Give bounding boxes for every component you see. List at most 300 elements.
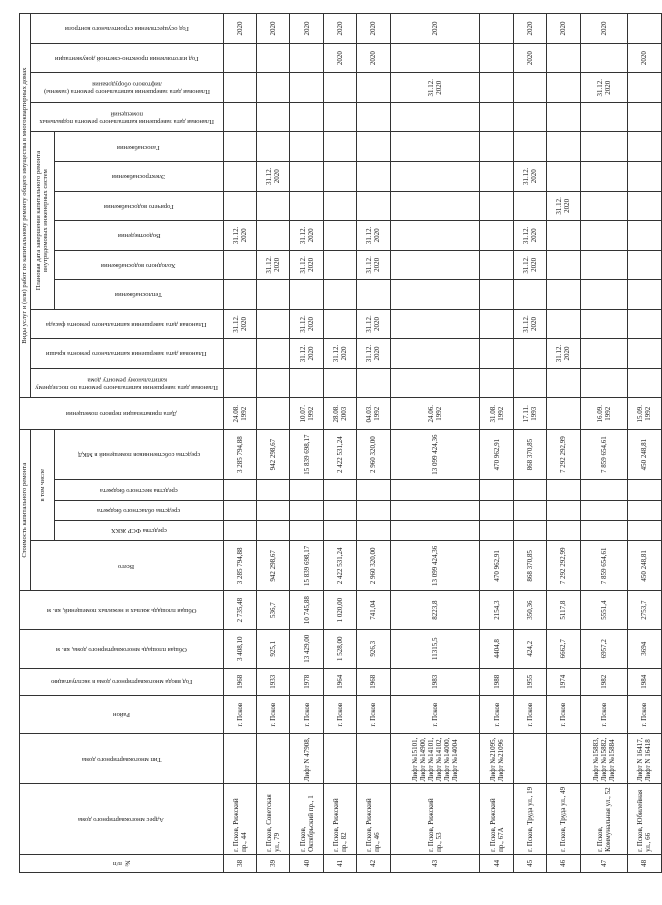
- cell-year: [290, 668, 323, 695]
- cell-total-area: [256, 629, 289, 668]
- cell-facade: [290, 309, 323, 339]
- cell-text: 6662,7: [559, 639, 568, 659]
- cell-cost-total: [628, 541, 662, 591]
- cell-meters: [390, 73, 480, 103]
- cell-design-year: [513, 43, 546, 73]
- cell-local: [390, 480, 480, 500]
- cell-plan-year: [580, 14, 627, 44]
- cell-total-area: [547, 629, 580, 668]
- header-types-group: Виды услуг и (или) работ по капитальному ремонту общего имущества в многоквартирных домах: [20, 14, 31, 398]
- cell-basement: [628, 102, 662, 132]
- cell-text: г. Псков, Юбилейная ул., 66: [636, 789, 653, 852]
- cell-last-repair: [357, 368, 390, 398]
- cell-year: [628, 668, 662, 695]
- cell-address: [323, 784, 356, 854]
- cell-heat: [357, 280, 390, 310]
- cell-first-priv: [223, 398, 256, 430]
- cell-last-repair: [628, 368, 662, 398]
- cell-gas: [323, 132, 356, 162]
- cell-local: [290, 480, 323, 500]
- cell-meters: [223, 73, 256, 103]
- cell-electric: [547, 162, 580, 192]
- cell-address: [547, 784, 580, 854]
- cell-heat: [628, 280, 662, 310]
- cell-facade: [223, 309, 256, 339]
- cell-gas: [390, 132, 480, 162]
- cell-district: [547, 695, 580, 734]
- cell-gas: [628, 132, 662, 162]
- cell-drain: [323, 221, 356, 251]
- cell-year: [480, 668, 513, 695]
- cell-cold-water: [390, 250, 480, 280]
- cell-owners: [547, 430, 580, 480]
- cell-design-year: [390, 43, 480, 73]
- cell-district: [480, 695, 513, 734]
- cell-regional: [628, 500, 662, 520]
- cell-meters: [480, 73, 513, 103]
- header-num: № п/п: [20, 854, 224, 872]
- cell-basement: [357, 102, 390, 132]
- cell-text: 31.12. 2020: [521, 256, 538, 274]
- cell-meters: [580, 73, 627, 103]
- cell-text: 2753,7: [640, 600, 649, 620]
- cell-roof: [390, 339, 480, 369]
- cell-cost-total: [547, 541, 580, 591]
- cell-electric: [323, 162, 356, 192]
- cell-cold-water: [480, 250, 513, 280]
- cell-text: 48: [640, 859, 649, 867]
- cell-electric: [580, 162, 627, 192]
- cell-district: [323, 695, 356, 734]
- header-gas: Газоснабжения: [55, 132, 224, 162]
- cell-text: 3 408,10: [235, 636, 244, 662]
- cell-local: [480, 480, 513, 500]
- cell-district: [290, 695, 323, 734]
- cell-text: 7 859 654,61: [599, 436, 608, 473]
- cell-basement: [256, 102, 289, 132]
- cell-owners: [513, 430, 546, 480]
- header-fsr: средства ФСР ЖКХ: [55, 520, 224, 540]
- cell-heat: [390, 280, 480, 310]
- cell-total-area: [390, 629, 480, 668]
- cell-text: Лифт №15101, Лифт №14900, Лифт №14101, Лифт №14102, Лифт №14000, Лифт №14004: [410, 737, 460, 782]
- cell-text: 17.11. 1993: [521, 405, 538, 423]
- cell-total-area: [223, 629, 256, 668]
- cell-text: 31.12. 2020: [521, 167, 538, 186]
- cell-local: [547, 480, 580, 500]
- cell-text: 2020: [369, 21, 378, 36]
- cell-electric: [290, 162, 323, 192]
- cell-owners: [580, 430, 627, 480]
- header-row-1: [20, 14, 31, 873]
- cell-address: [256, 784, 289, 854]
- cell-text: 1968: [369, 674, 378, 689]
- cell-cold-water: [256, 250, 289, 280]
- cell-text: 43: [430, 859, 439, 867]
- header-cold-water: Холодного водоснабжения: [55, 250, 224, 280]
- cell-year: [547, 668, 580, 695]
- cell-text: 10.07. 1992: [298, 404, 315, 423]
- cell-text: 2020: [559, 21, 568, 36]
- cell-text: 15.09. 1992: [636, 404, 653, 423]
- cell-electric: [390, 162, 480, 192]
- cell-first-priv: [628, 398, 662, 430]
- cell-meters: [290, 73, 323, 103]
- cell-year: [357, 668, 390, 695]
- cell-plan-year: [480, 14, 513, 44]
- cell-num: [628, 854, 662, 872]
- cell-living-area: [513, 591, 546, 630]
- cell-type: [223, 734, 256, 784]
- cell-first-priv: [357, 398, 390, 430]
- cell-text: 2 422 531,24: [335, 436, 344, 473]
- cell-text: 31.12. 2020: [365, 256, 382, 274]
- cell-first-priv: [513, 398, 546, 430]
- cell-address: [223, 784, 256, 854]
- cell-basement: [580, 102, 627, 132]
- cell-text: г. Псков, Труда ул., 19: [525, 786, 534, 852]
- cell-text: 3694: [640, 641, 649, 656]
- cell-text: 31.12. 2020: [298, 256, 315, 274]
- cell-owners: [390, 430, 480, 480]
- cell-local: [223, 480, 256, 500]
- cell-text: 7 859 654,61: [599, 547, 608, 585]
- cell-cost-total: [390, 541, 480, 591]
- cell-text: 41: [335, 859, 344, 867]
- cell-type: [513, 734, 546, 784]
- cell-text: 470 962,91: [492, 438, 501, 471]
- cell-text: г. Псков: [599, 702, 608, 727]
- cell-text: 6957,2: [599, 639, 608, 659]
- cell-facade: [256, 309, 289, 339]
- cell-living-area: [580, 591, 627, 630]
- cell-basement: [323, 102, 356, 132]
- cell-fsr: [357, 520, 390, 540]
- cell-design-year: [223, 43, 256, 73]
- table-row: [357, 14, 390, 873]
- cell-cold-water: [513, 250, 546, 280]
- cell-local: [357, 480, 390, 500]
- cell-num: [357, 854, 390, 872]
- cell-num: [290, 854, 323, 872]
- cell-text: 38: [235, 859, 244, 867]
- cell-fsr: [547, 520, 580, 540]
- cell-drain: [357, 221, 390, 251]
- cell-text: г. Псков: [525, 702, 534, 727]
- cell-text: 2020: [369, 51, 378, 66]
- cell-local: [513, 480, 546, 500]
- cell-text: 45: [525, 859, 534, 867]
- cell-text: 2020: [302, 21, 311, 36]
- cell-total-area: [480, 629, 513, 668]
- header-heat: Теплоснабжения: [55, 280, 224, 310]
- cell-regional: [256, 500, 289, 520]
- cell-address: [628, 784, 662, 854]
- cell-text: 1968: [235, 674, 244, 689]
- cell-last-repair: [256, 368, 289, 398]
- cell-plan-year: [628, 14, 662, 44]
- cell-year: [390, 668, 480, 695]
- cell-electric: [628, 162, 662, 192]
- cell-drain: [480, 221, 513, 251]
- cell-basement: [390, 102, 480, 132]
- header-hot-water: Горячего водоснабжения: [55, 191, 224, 221]
- cell-local: [580, 480, 627, 500]
- table-row: [223, 14, 256, 873]
- header-living-area: Общая площадь жилых и нежилых помещений, кв. м: [20, 591, 224, 630]
- cell-text: 536,7: [269, 602, 278, 619]
- cell-last-repair: [323, 368, 356, 398]
- cell-design-year: [357, 43, 390, 73]
- cell-text: г. Псков, Труда ул., 49: [559, 786, 568, 852]
- cell-plan-year: [223, 14, 256, 44]
- cell-text: 942 298,67: [269, 550, 278, 582]
- cell-regional: [513, 500, 546, 520]
- cell-text: г. Псков, Советская ул., 79: [265, 794, 282, 852]
- cell-text: 8223,8: [430, 600, 439, 620]
- cell-text: 2 960 320,00: [369, 547, 378, 585]
- cell-text: г. Псков, Рижский пр., 46: [365, 798, 382, 852]
- cell-text: г. Псков, Рижский пр., 53: [426, 798, 443, 852]
- cell-num: [513, 854, 546, 872]
- cell-living-area: [223, 591, 256, 630]
- cell-fsr: [580, 520, 627, 540]
- cell-text: г. Псков: [335, 702, 344, 727]
- cell-text: 470 962,91: [492, 550, 501, 582]
- cell-fsr: [390, 520, 480, 540]
- cell-design-year: [628, 43, 662, 73]
- cell-text: 450 248,81: [640, 438, 649, 471]
- cell-living-area: [357, 591, 390, 630]
- cell-basement: [480, 102, 513, 132]
- cell-roof: [513, 339, 546, 369]
- cell-basement: [290, 102, 323, 132]
- cell-living-area: [390, 591, 480, 630]
- cell-facade: [580, 309, 627, 339]
- header-incl: в том числе: [30, 430, 54, 541]
- cell-text: г. Псков, Рижский пр., 44: [231, 798, 248, 852]
- cell-text: Лифт №21095, Лифт №21096: [488, 737, 505, 782]
- cell-text: 31.12. 2020: [231, 315, 248, 333]
- cell-hot-water: [357, 191, 390, 221]
- cell-text: 31.12. 2020: [426, 78, 443, 97]
- cell-last-repair: [290, 368, 323, 398]
- cell-text: Лифт №15883, Лифт №15882, Лифт №15884: [591, 737, 616, 782]
- cell-cold-water: [580, 250, 627, 280]
- cell-text: 31.12. 2020: [365, 315, 382, 333]
- cell-text: 5551,4: [599, 600, 608, 620]
- cell-text: 2 735,48: [235, 597, 244, 623]
- cell-drain: [290, 221, 323, 251]
- cell-first-priv: [390, 398, 480, 430]
- cell-text: 31.08. 1992: [488, 404, 505, 423]
- cell-text: 868 370,85: [525, 550, 534, 582]
- cell-text: 31.12. 2020: [365, 344, 382, 363]
- cell-drain: [547, 221, 580, 251]
- cell-text: г. Псков: [559, 702, 568, 727]
- cell-drain: [223, 221, 256, 251]
- cell-address: [480, 784, 513, 854]
- cell-text: 5117,8: [559, 600, 568, 620]
- cell-roof: [290, 339, 323, 369]
- cell-year: [580, 668, 627, 695]
- cell-text: 1933: [269, 674, 278, 689]
- header-first-priv: Дата приватизации первого помещения: [20, 398, 224, 430]
- cell-plan-year: [323, 14, 356, 44]
- cell-district: [256, 695, 289, 734]
- cell-fsr: [256, 520, 289, 540]
- cell-hot-water: [223, 191, 256, 221]
- cell-text: 2 960 320,00: [369, 436, 378, 473]
- cell-text: 424,2: [525, 640, 534, 657]
- header-systems-group: Плановая дата завершения капитального ремонта внутридомовых инженерных систем: [30, 132, 54, 309]
- cell-text: Лифт N 16417, Лифт N 16418: [636, 737, 653, 782]
- cell-last-repair: [547, 368, 580, 398]
- header-facade: Плановая дата завершения капитального ремонта фасада: [30, 309, 223, 339]
- cell-text: г. Псков: [269, 702, 278, 727]
- cell-last-repair: [480, 368, 513, 398]
- cell-facade: [628, 309, 662, 339]
- cell-text: 2020: [599, 21, 608, 36]
- cell-address: [290, 784, 323, 854]
- cell-district: [223, 695, 256, 734]
- cell-facade: [323, 309, 356, 339]
- cell-type: [547, 734, 580, 784]
- cell-first-priv: [323, 398, 356, 430]
- cell-fsr: [323, 520, 356, 540]
- cell-heat: [290, 280, 323, 310]
- cell-electric: [480, 162, 513, 192]
- header-drain: Водоотведения: [55, 221, 224, 251]
- cell-text: 2020: [525, 21, 534, 36]
- cell-roof: [547, 339, 580, 369]
- header-cost-total: Всего: [30, 541, 223, 591]
- cell-num: [323, 854, 356, 872]
- cell-facade: [357, 309, 390, 339]
- cell-total-area: [290, 629, 323, 668]
- cell-text: 13 099 424,36: [430, 434, 439, 475]
- cell-hot-water: [547, 191, 580, 221]
- cell-address: [580, 784, 627, 854]
- cell-district: [390, 695, 480, 734]
- cell-text: 46: [559, 859, 568, 867]
- cell-address: [357, 784, 390, 854]
- cell-year: [323, 668, 356, 695]
- cell-gas: [547, 132, 580, 162]
- cell-text: г. Псков, Коммунальная ул., 52: [595, 787, 612, 852]
- table-row: [547, 14, 580, 873]
- cell-text: 31.12. 2020: [298, 344, 315, 363]
- cell-text: 1988: [492, 674, 501, 689]
- cell-roof: [357, 339, 390, 369]
- cell-hot-water: [256, 191, 289, 221]
- cell-text: 24.08. 1992: [231, 404, 248, 423]
- cell-text: 2020: [269, 21, 278, 36]
- cell-cold-water: [357, 250, 390, 280]
- cell-owners: [628, 430, 662, 480]
- cell-last-repair: [223, 368, 256, 398]
- cell-electric: [357, 162, 390, 192]
- cell-roof: [628, 339, 662, 369]
- cell-type: [580, 734, 627, 784]
- cell-text: 13 099 424,36: [430, 545, 439, 586]
- cell-owners: [323, 430, 356, 480]
- header-regional: средства областного бюджета: [55, 500, 224, 520]
- cell-electric: [513, 162, 546, 192]
- table-row: [580, 14, 627, 873]
- cell-meters: [256, 73, 289, 103]
- cell-roof: [580, 339, 627, 369]
- cell-year: [256, 668, 289, 695]
- cell-text: 868 370,85: [525, 438, 534, 471]
- header-district: Район: [20, 695, 224, 734]
- cell-local: [256, 480, 289, 500]
- header-local: средства местного бюджета: [55, 480, 224, 500]
- cell-text: 1974: [559, 674, 568, 689]
- header-cost-group: Стоимость капитального ремонта: [20, 430, 31, 591]
- cell-year: [223, 668, 256, 695]
- cell-local: [323, 480, 356, 500]
- cell-heat: [223, 280, 256, 310]
- cell-text: г. Псков: [235, 702, 244, 727]
- cell-heat: [547, 280, 580, 310]
- cell-hot-water: [390, 191, 480, 221]
- header-last-repair: Плановая дата завершения капитального ремонта по последнему капитальному ремонту дома: [30, 368, 223, 398]
- cell-text: г. Псков, Рижский пр., 82: [331, 798, 348, 852]
- cell-num: [580, 854, 627, 872]
- cell-owners: [256, 430, 289, 480]
- cell-regional: [323, 500, 356, 520]
- cell-hot-water: [513, 191, 546, 221]
- cell-facade: [513, 309, 546, 339]
- cell-text: 2020: [525, 51, 534, 66]
- cell-type: [323, 734, 356, 784]
- cell-meters: [547, 73, 580, 103]
- cell-fsr: [223, 520, 256, 540]
- cell-last-repair: [580, 368, 627, 398]
- cell-text: г. Псков: [369, 702, 378, 727]
- cell-last-repair: [513, 368, 546, 398]
- cell-design-year: [580, 43, 627, 73]
- cell-regional: [223, 500, 256, 520]
- cell-regional: [480, 500, 513, 520]
- cell-text: 16.09. 1992: [595, 404, 612, 423]
- cell-num: [223, 854, 256, 872]
- cell-regional: [390, 500, 480, 520]
- cell-cold-water: [547, 250, 580, 280]
- cell-type: [480, 734, 513, 784]
- cell-district: [357, 695, 390, 734]
- cell-drain: [628, 221, 662, 251]
- cell-text: 450 248,81: [640, 550, 649, 582]
- cell-year: [513, 668, 546, 695]
- cell-gas: [290, 132, 323, 162]
- cell-heat: [480, 280, 513, 310]
- cell-text: 942 298,67: [269, 438, 278, 471]
- table-row: [480, 14, 513, 873]
- cell-text: 13 429,00: [302, 634, 311, 663]
- cell-type: [628, 734, 662, 784]
- cell-facade: [547, 309, 580, 339]
- header-type: Тип многоквартирного дома: [20, 734, 224, 784]
- cell-text: 1984: [640, 674, 649, 689]
- cell-text: 31.12. 2020: [298, 226, 315, 245]
- cell-basement: [547, 102, 580, 132]
- cell-total-area: [580, 629, 627, 668]
- cell-drain: [256, 221, 289, 251]
- cell-text: г. Псков, Октябрьский пр., 1: [298, 795, 315, 852]
- cell-text: 3 285 794,88: [235, 436, 244, 473]
